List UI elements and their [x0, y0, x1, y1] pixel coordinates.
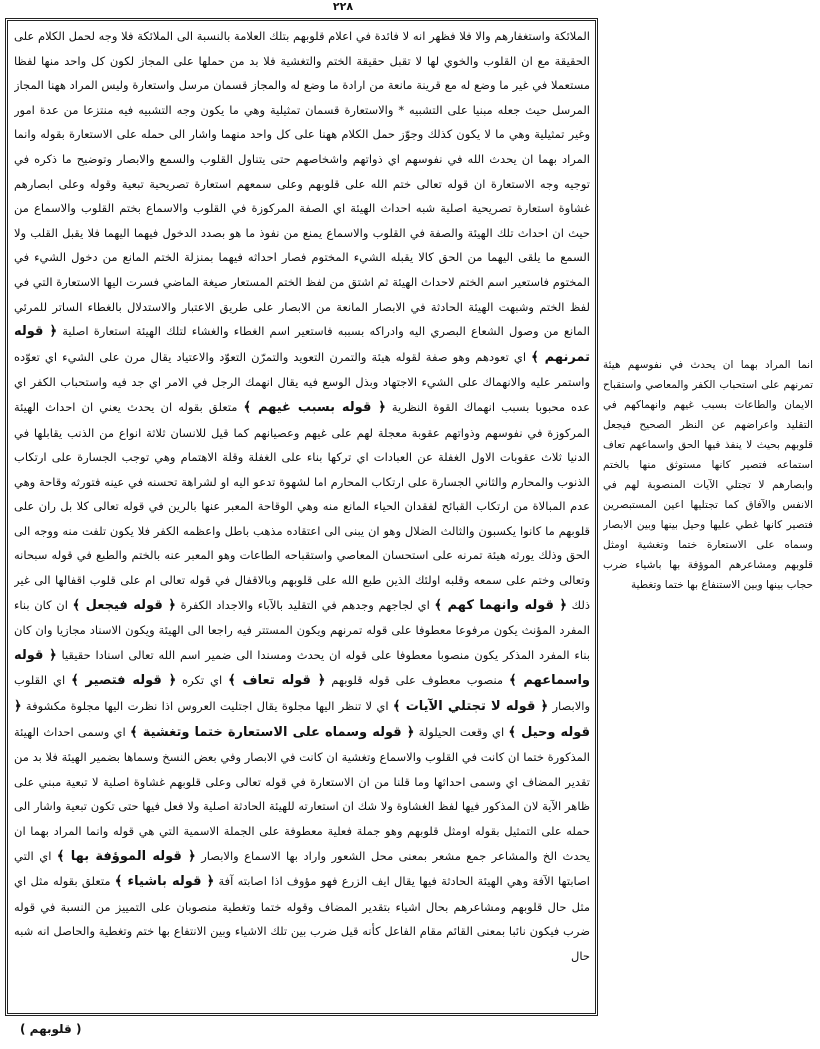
commentary-text: اي القلوب والابصار: [14, 673, 590, 714]
lemma-heading: ﴿ قوله الموؤفة بها ﴾: [56, 848, 196, 864]
lemma-heading: ﴿ قوله تعاف ﴾: [228, 673, 326, 689]
commentary-text: اي تكره: [176, 673, 229, 688]
commentary-text: الملائكة واستغفارهم والا فلا فظهر انه لا فائدة في اعلام قلوبهم بتلك العلامة بالنسبة الى الملائكة فلا وجه لحمل الكلام على الحقيقة مع ان القلوب والخوي لها لا تقبل حقيقة الختم والتغشية فلا بد من حملها على المجاز لكون كل واحد منها لفظا مستعملا في غير ما وضع له مع قرينة مانعة من ارادة ما وضع له والمجاز قسمان مرسل واستعارة وليس المراد ههنا المجاز المرسل حيث جعله مبنيا على التشبيه * والاستعارة قسمان تمثيلية وهي ما يكون وجه التشبيه فيه منتزعا من عدة امور وغير تمثيلية وهي ما لا يكون كذلك وجوّز حمل الكلام ههنا على كل واحد منهما واشار الى حمله على الاستعارة بقوله وانما المراد بهما ان يحدث الله في نفوسهم اي ذواتهم واشخاصهم حتى يتناول القلوب والسمع والابصار وتوضيح ما ذكره في توجيه وجه الاستعارة ان قوله تعالى ختم الله على قلوبهم وعلى سمعهم استعارة تصريحية تبعية وقوله وعلى ابصارهم غشاوة استعارة تصريحية اصلية شبه احداث الهيئة اي الصفة المركوزة في القلوب والاسماع بختم القلوب والاسماع من حيث ان احداث تلك الهيئة والصفة في القلوب والاسماع يمنع من نفوذ ما هو بصدد الدخول فيهما اليهما فلا يقبل القلب ولا السمع ما يلقى اليهما من الحق كالا يقبله الشيء المختوم فصار احداثه فيهما بمنزلة الختم المانع من دخول الشيء في المختوم فاستعير اسم الختم لاحداث الهيئة ثم اشتق من لفظ الختم المستعار صيغة الماضي فسرت اليها الاستعارة التي في لفظ الختم وشبهت الهيئة الحادثة في الابصار المانعة من الابصار على طريق الاعتبار والاستدلال بالغطاء الساتر للمرئي المانع من وصول الشعاع البصري اليه وادراكه بسببه فاستعير اسم الغطاء والغشاء لتلك الهيئة استعارة اصلية: [14, 29, 590, 339]
commentary-text: منصوب معطوف على قوله قلوبهم: [325, 673, 510, 688]
lemma-heading: ﴿ قوله فتصير ﴾: [71, 673, 177, 689]
lemma-heading: ﴿ قوله وسماه على الاستعارة ختما وتغشية ﴾: [129, 724, 415, 740]
commentary-text: اي لا تنظر اليها مجلوة يقال اجتليت العروس اذا نظرت اليها مجلوة مكشوفة: [21, 699, 393, 714]
lemma-heading: ﴿ قوله تمرنهم ﴾: [14, 324, 590, 365]
commentary-text: اي وسمى احداث الهيئة المذكورة ختما ان كانت في القلوب والاسماع وتغشية ان كانت في الابصار وفي بعض النسخ وسماها بضمير الهيئة فلا بد من تقدير المضاف اي وسمى احداثها وما قلنا من ان الاستعارة في قوله تعالى وعلى قلوبهم غشاوة اصلية لا تبعية مبني على ظاهر الآية لان المذكور فيها لفظ الغشاوة ولا شك ان استعارته للهيئة الحادثة اصلية ولا فعل فيها حتى تكون تبعية واشار الى حمله على التمثيل بقوله اومثل قلوبهم وهو جملة فعلية معطوفة على الجملة الاسمية التي هي قوله وانما المراد بهما ان يحدث الخ والمشاعر جمع مشعر بمعنى محل الشعور واراد بها الاسماع والابصار: [14, 724, 590, 863]
commentary-text: متعلق بقوله مثل اي مثل حال قلوبهم ومشاعرهم بحال اشياء بتقدير المضاف وقوله ختما وتغطية منصوبان على التمييز من النسبة في قوله ضرب فيكون نائبا بمعنى القائم مقام الفاعل كأنه قيل ضرب بين تلك الاشياء وبين الانتفاع بها ختم وتغطية والحاصل انه شبه حال: [14, 874, 590, 963]
lemma-heading: ﴿ قوله فيجعل ﴾: [72, 597, 176, 613]
lemma-heading: ﴿ قوله وانهما كهم ﴾: [434, 597, 568, 613]
commentary-paragraph: [14, 24, 590, 969]
commentary-text: اي تعودهم وهو صفة لقوله هيئة والتمرن التعويد والتمرّن التعوّد والاعتياد يقال مرن على الشيء اي تعوّده واستمر عليه والانهماك على الشيء الاجتهاد وبذل الوسع فيه يقال انهمك الرجل في الامر اي جد فيه واستحباب الكفر اي عده محبوبا بسبب انهماك القوة النظرية: [14, 349, 590, 414]
lemma-heading: ﴿ قوله باشياء ﴾: [114, 874, 215, 890]
lemma-heading: ﴿ قوله لا تجتلي الآيات ﴾: [392, 699, 549, 715]
page-number: ٢٢٨: [332, 0, 354, 13]
margin-note: انما المراد بهما ان يحدث في نفوسهم هيئة تمرنهم على استحباب الكفر والمعاصي واستقباح الايمان والطاعات بسبب غيهم وانهماكهم في التقليد واعراضهم عن النظر الصحيح فيجعل قلوبهم بحيث لا ينفذ فيها الحق واسماعهم تعاف استماعه فتصير كانها مستوثق منها بالختم وابصارهم لا تجتلي الآيات المنصوبة لهم في الانفس والآفاق كما تجتليها اعين المستبصرين فتصير كانها غطي عليها وحيل بينها وبين الابصار وسماه على الاستعارة ختما وتغشية اومثل قلوبهم ومشاعرهم الموؤفة بها باشياء ضرب حجاب بينها وبين الاستنفاع بها ختما وتغطية: [603, 359, 813, 591]
commentary-text: اي وقعت الحيلولة: [414, 724, 509, 739]
commentary-text: اي التي اصابتها الآفة وهي الهيئة الحادثة فيها يقال ايف الزرع فهو مؤوف اذا اصابته آفة: [14, 848, 590, 889]
commentary-text: اي لجاجهم وجدهم في التقليد بالآباء والاجداد الكفرة: [175, 597, 435, 612]
commentary-text: متعلق بقوله ان يحدث يعني ان احداث الهيئة المركوزة في نفوسهم وذواتهم عقوبة معجلة لهم على غيهم وعصيانهم كما قيل للانسان ثلاثة انواع من الذنب يقابلها في الدنيا ثلاث عقوبات الاول الغفلة عن العبادات اي تركها بناء على الغفلة وقلة الاهتمام وهي توجب الجسارة على ارتكاب الذنوب والمحارم والثاني الجسارة على ارتكاب المحارم اما لشهوة تدعو اليه او لشراهة تحسنه في عينه فتورثه وقاحة وهي عدم المبالاة من ارتكاب القبائح لفقدان الحياء المانع منه وهي الوقاحة المعبر عنها بالرين في قوله تعالى كلا بل ران على قلوبهم ما كانوا يكسبون والثالث الضلال وهو ان يبنى الى اعتقاده مذهب باطل واعظمه الكفر فلا يكون تلفت منه ووجه الى الحق وذلك يورثه هيئة تمرنه على استحسان المعاصي واستقباحه الطاعات وهو المعبر عنه بالختم والطبع في قوله سبحانه وتعالى وختم على سمعه وقلبه اولئك الذين طبع الله على قلوبهم وبالاقفال في قوله تعالى ام على قلوب اقفالها الى غير ذلك: [14, 399, 590, 612]
lemma-heading: ﴿ قوله واسماعهم ﴾: [14, 647, 590, 689]
commentary-body: [14, 24, 590, 1008]
commentary-text: ان كان بناء المفرد المؤنث يكون مرفوعا معطوفا على قوله تمرنهم ويكون المستتر فيه راجعا الى الهيئة ويكون الاسناد مجازيا وان كان بناء المفرد المذكر يكون منصوبا معطوفا على قوله ان يحدث ومسندا الى ضمير اسم الله تعالى اسنادا حقيقيا: [14, 597, 590, 662]
lemma-heading: ﴿ قوله وحيل ﴾: [14, 699, 590, 740]
catchword: ( قلوبهم ): [20, 1022, 82, 1036]
lemma-heading: ﴿ قوله بسبب غيهم ﴾: [243, 399, 386, 415]
